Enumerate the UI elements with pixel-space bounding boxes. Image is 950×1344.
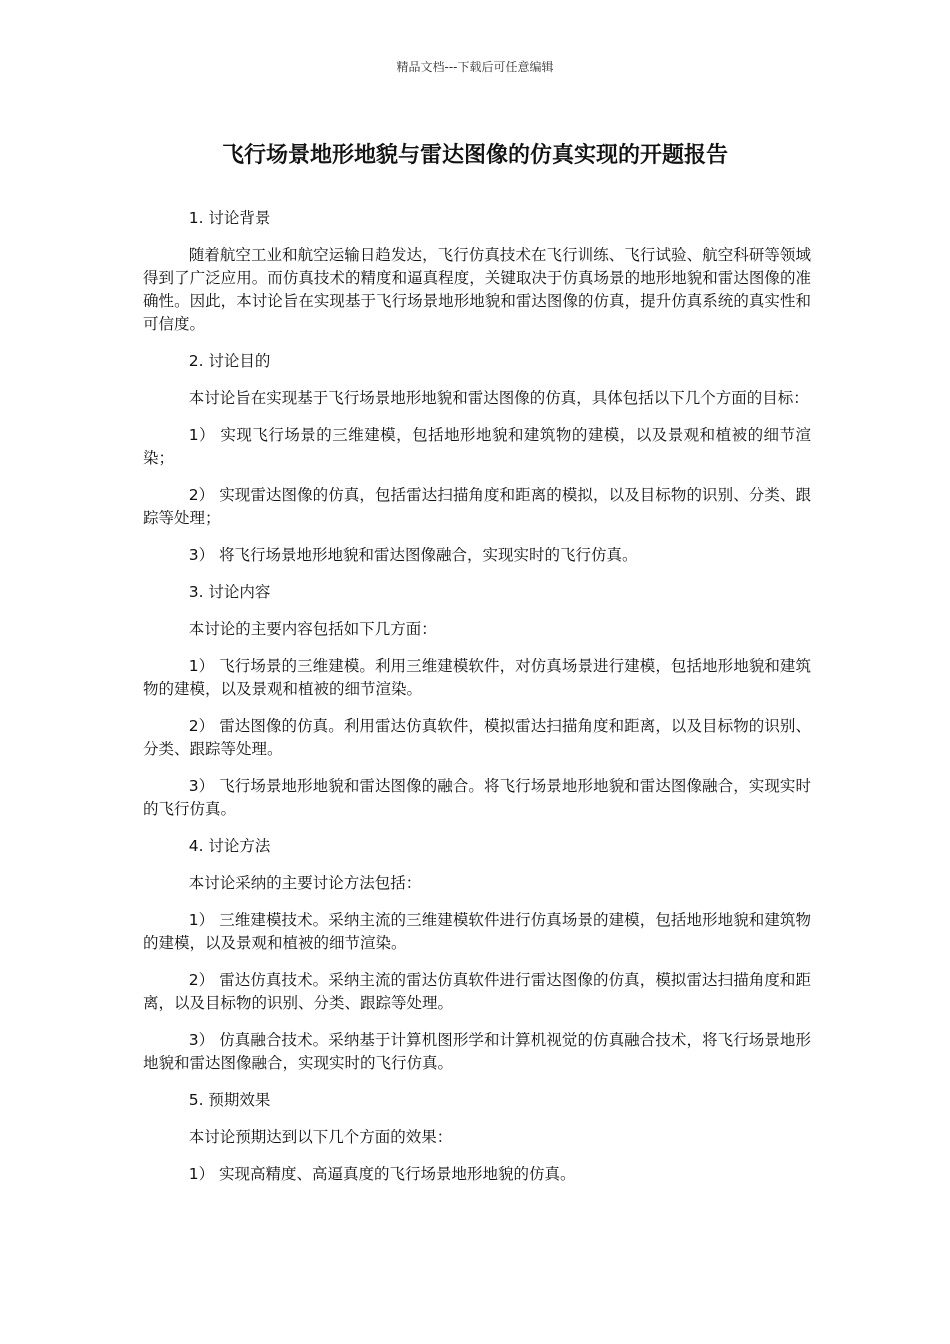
list-item-content-3: 3） 飞行场景地形地貌和雷达图像的融合。将飞行场景地形地貌和雷达图像融合，实现实时的飞行仿真。 bbox=[143, 777, 811, 818]
document-title: 飞行场景地形地貌与雷达图像的仿真实现的开题报告 bbox=[221, 143, 728, 168]
list-item-content-1: 1） 飞行场景的三维建模。利用三维建模软件，对仿真场景进行建模，包括地形地貌和建筑物的建模，以及景观和植被的细节渲染。 bbox=[143, 657, 811, 698]
document-body bbox=[143, 207, 811, 1200]
list-item-expected-results-1: 1） 实现高精度、高逼真度的飞行场景地形地貌的仿真。 bbox=[188, 1165, 576, 1183]
section-heading-expected-results: 5. 预期效果 bbox=[188, 1091, 271, 1109]
section-heading-background: 1. 讨论背景 bbox=[188, 209, 271, 227]
list-item-purpose-2: 2） 实现雷达图像的仿真，包括雷达扫描角度和距离的模拟，以及目标物的识别、分类、跟踪等处理； bbox=[143, 486, 811, 527]
header-note: 精品文档---下载后可任意编辑 bbox=[396, 60, 554, 74]
paragraph-background: 随着航空工业和航空运输日趋发达，飞行仿真技术在飞行训练、飞行试验、航空科研等领域得到了广泛应用。而仿真技术的精度和逼真程度，关键取决于仿真场景的地形地貌和雷达图像的准确性。因此，本讨论旨在实现基于飞行场景地形地貌和雷达图像的仿真，提升仿真系统的真实性和可信度。 bbox=[143, 246, 811, 333]
paragraph-expected-results-intro: 本讨论预期达到以下几个方面的效果： bbox=[188, 1128, 453, 1146]
list-item-content-2: 2） 雷达图像的仿真。利用雷达仿真软件，模拟雷达扫描角度和距离，以及目标物的识别、分类、跟踪等处理。 bbox=[143, 717, 811, 758]
section-heading-methods: 4. 讨论方法 bbox=[188, 837, 271, 855]
section-heading-purpose: 2. 讨论目的 bbox=[188, 352, 271, 370]
paragraph-purpose-intro: 本讨论旨在实现基于飞行场景地形地貌和雷达图像的仿真，具体包括以下几个方面的目标： bbox=[188, 389, 809, 407]
paragraph-content-intro: 本讨论的主要内容包括如下几方面： bbox=[188, 620, 437, 638]
list-item-methods-1: 1） 三维建模技术。采纳主流的三维建模软件进行仿真场景的建模，包括地形地貌和建筑物的建模，以及景观和植被的细节渲染。 bbox=[143, 911, 811, 952]
list-item-purpose-3: 3） 将飞行场景地形地貌和雷达图像融合，实现实时的飞行仿真。 bbox=[188, 546, 638, 564]
list-item-purpose-1: 1） 实现飞行场景的三维建模，包括地形地貌和建筑物的建模，以及景观和植被的细节渲染； bbox=[143, 426, 811, 467]
list-item-methods-3: 3） 仿真融合技术。采纳基于计算机图形学和计算机视觉的仿真融合技术，将飞行场景地形地貌和雷达图像融合，实现实时的飞行仿真。 bbox=[143, 1031, 811, 1072]
section-heading-content: 3. 讨论内容 bbox=[188, 583, 271, 601]
paragraph-methods-intro: 本讨论采纳的主要讨论方法包括： bbox=[188, 874, 422, 892]
list-item-methods-2: 2） 雷达仿真技术。采纳主流的雷达仿真软件进行雷达图像的仿真，模拟雷达扫描角度和距离，以及目标物的识别、分类、跟踪等处理。 bbox=[143, 971, 811, 1012]
